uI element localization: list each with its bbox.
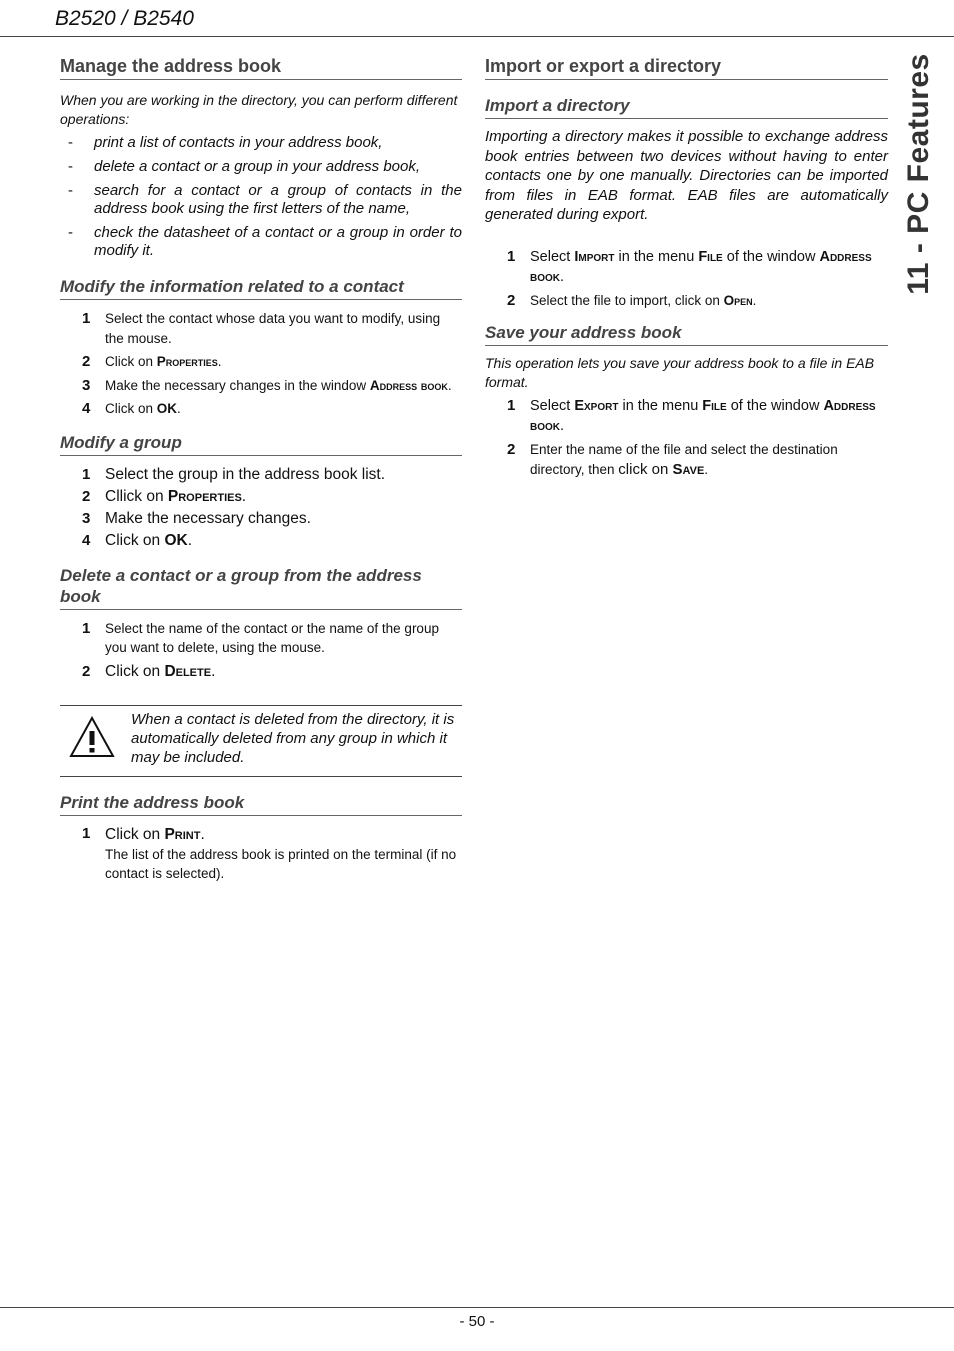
step-item: 1 Select Import in the menu File of the window Address book. (507, 247, 872, 285)
delete-steps (60, 619, 462, 682)
step-item: 2 Click on Properties. (82, 353, 222, 370)
warning-box (60, 705, 462, 777)
page-number: - 50 - (459, 1313, 495, 1330)
section-heading-import-export: Import or export a directory (485, 56, 888, 80)
import-intro: Importing a directory makes it possible to exchange address book entries between two devices without having to enter contacts one by one manually. Directories can be imported from files in EAB format. EAB files are automatically generated during export. (485, 128, 888, 223)
footer-rule (0, 1307, 954, 1308)
step-item: 1 Select the name of the contact or the name of the group you want to delete, using the mouse. (82, 619, 439, 655)
import-steps (485, 247, 888, 311)
manage-intro: When you are working in the directory, you can perform different operations: (60, 92, 458, 127)
warning-text: When a contact is deleted from the directory, it is automatically deleted from any group in which it may be included. (131, 710, 455, 766)
step-item: 4 Click on OK. (82, 531, 192, 549)
list-item: - print a list of contacts in your address book, (68, 134, 383, 151)
step-item: 1 Select the contact whose data you want to modify, using the mouse. (82, 310, 441, 346)
step-item: 2 Select the file to import, click on Open. (507, 291, 757, 309)
subheading-modify-group: Modify a group (60, 432, 462, 456)
step-item: 1 Click on Print. The list of the address book is printed on the terminal (if no contact is selected). (82, 824, 457, 881)
chapter-tab (902, 53, 936, 295)
list-item: - search for a contact or a group of contacts in the address book using the first letters of the name, (68, 182, 462, 217)
warning-icon (69, 716, 115, 758)
modify-contact-steps (60, 309, 462, 419)
step-item: 1 Select the group in the address book list. (82, 465, 386, 483)
step-item: 3 Make the necessary changes. (82, 509, 311, 527)
header-rule (0, 36, 954, 37)
subheading-modify-contact: Modify the information related to a contact (60, 276, 462, 300)
save-steps (485, 396, 888, 479)
manage-list (60, 134, 462, 260)
document-title: B2520 / B2540 (55, 7, 194, 30)
step-item: 2 Enter the name of the file and select the destination directory, then click on Save. (507, 441, 838, 478)
step-item: 2 Cllick on Properties. (82, 487, 247, 505)
save-intro: This operation lets you save your address book to a file in EAB format. (485, 355, 875, 390)
subheading-import: Import a directory (485, 95, 888, 119)
subheading-save: Save your address book (485, 322, 888, 346)
list-item: - check the datasheet of a contact or a group in order to modify it. (68, 224, 462, 259)
step-item: 4 Click on OK. (82, 400, 181, 417)
chapter-tab-label: 11 - PC Features (902, 53, 935, 295)
list-item: - delete a contact or a group in your address book, (68, 158, 421, 175)
step-item: 3 Make the necessary changes in the window Address book. (82, 376, 452, 394)
step-item: 2 Click on Delete. (82, 662, 216, 680)
subheading-delete: Delete a contact or a group from the address book (60, 565, 462, 610)
print-steps (60, 825, 462, 884)
modify-group-steps (60, 465, 462, 551)
section-heading-manage: Manage the address book (60, 56, 462, 80)
subheading-print: Print the address book (60, 792, 462, 816)
right-column (485, 56, 888, 483)
left-column (60, 56, 462, 888)
print-note: The list of the address book is printed on the terminal (if no contact is selected). (105, 846, 457, 881)
step-item: 1 Select Export in the menu File of the window Address book. (507, 397, 876, 434)
